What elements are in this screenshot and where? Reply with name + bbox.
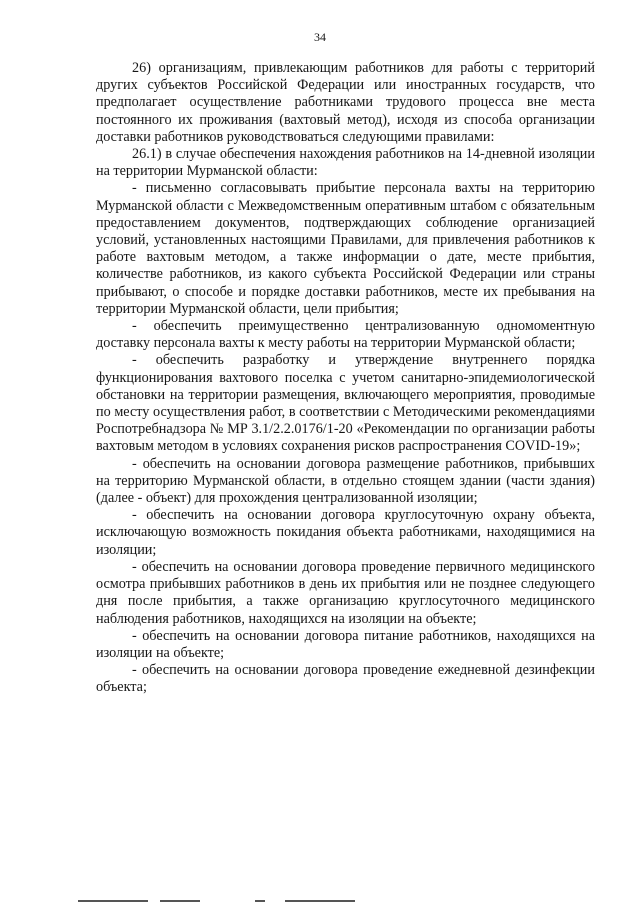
list-item-medical-exam: - обеспечить на основании договора проведение первичного медицинского осмотра прибывших работников в день их прибытия или не позднее следующего дня после прибытия, а также организацию круглосуточного медицинского наблюдения работников, находящихся на изоляции на объекте; [96, 558, 595, 627]
list-item-food: - обеспечить на основании договора питание работников, находящихся на изоляции на объекте; [96, 627, 595, 661]
paragraph-26: 26) организациям, привлекающим работников для работы с территорий других субъектов Российской Федерации или иностранных государств, что предполагает осуществление работниками трудового процесса вне места постоянного их проживания (вахтовый метод), исходя из способа организации доставки работников руководствоваться следующими правилами: [96, 60, 595, 145]
list-item-security: - обеспечить на основании договора круглосуточную охрану объекта, исключающую возможность покидания объекта работниками, находящимися на изоляции; [96, 507, 595, 558]
scan-artifact-line [255, 900, 265, 902]
list-item-centralized-delivery: - обеспечить преимущественно централизованную одномоментную доставку персонала вахты к месту работы на территории Мурманской области; [96, 318, 595, 352]
list-item-internal-procedure: - обеспечить разработку и утверждение внутреннего порядка функционирования вахтового поселка с учетом санитарно-эпидемиологической обстановки на территории размещения, включающего мероприятия, проводимые по месту осуществления работ, в соответствии с Методическими рекомендациями Роспотребнадзора № МР 3.1/2.2.0176/1-20 «Рекомендации по организации работы вахтовым методом в условиях сохранения рисков распространения COVID-19»; [96, 352, 595, 455]
document-body [96, 60, 595, 697]
paragraph-26-1: 26.1) в случае обеспечения нахождения работников на 14-дневной изоляции на территории Мурманской области: [96, 146, 595, 180]
scan-artifact-line [160, 900, 200, 902]
scan-artifact-line [78, 900, 148, 902]
list-item-accommodation: - обеспечить на основании договора размещение работников, прибывших на территорию Мурманской области, в отдельно стоящем здании (части здания) (далее - объект) для прохождения централизованной изоляции; [96, 455, 595, 507]
list-item-coordinate-arrival: - письменно согласовывать прибытие персонала вахты на территорию Мурманской области с Межведомственным оперативным штабом с обязательным предоставлением документов, подтверждающих соблюдение организацией условий, установленных настоящими Правилами, для привлечения работников к работе вахтовым методом, а также информации о дате, месте прибытия, количестве работников, из какого субъекта Российской Федерации или страны прибывают, о способе и порядке доставки работников, месте их пребывания на территории Мурманской области, цели прибытия; [96, 180, 595, 317]
list-item-disinfection: - обеспечить на основании договора проведение ежедневной дезинфекции объекта; [96, 662, 595, 696]
page-number: 34 [314, 30, 326, 44]
scan-artifact-line [285, 900, 355, 902]
